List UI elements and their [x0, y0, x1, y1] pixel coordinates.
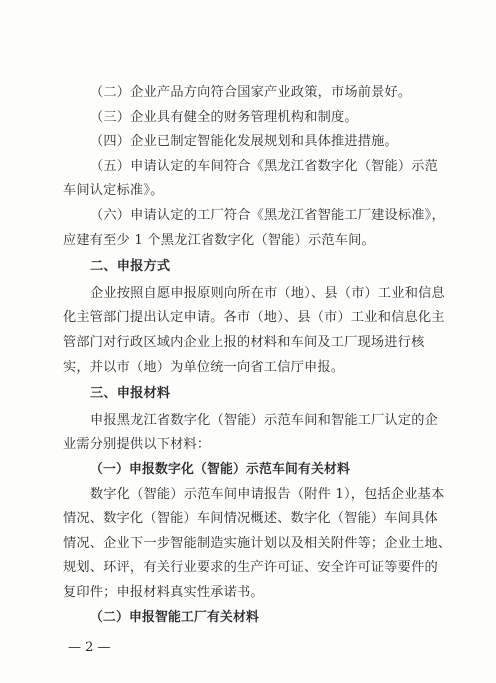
clause-3: （三）企业具有健全的财务管理机构和制度。 — [90, 110, 358, 125]
paragraph-materials-line-2: 业需分别提供以下材料： — [63, 437, 211, 452]
paragraph-materials-line-1: 申报黑龙江省数字化（智能）示范车间和智能工厂认定的企 — [90, 413, 439, 428]
subheading-workshop-materials: （一）申报数字化（智能）示范车间有关材料 — [90, 462, 350, 477]
clause-4: （四）企业已制定智能化发展规划和具体推进措施。 — [90, 134, 398, 149]
section-heading-application-materials: 三、申报材料 — [90, 386, 171, 401]
paragraph-method-line-3: 管部门对行政区域内企业上报的材料和车间及工厂现场进行核 — [63, 335, 425, 350]
clause-6-line-1: （六）申请认定的工厂符合《黑龙江省智能工厂建设标准》， — [90, 208, 445, 223]
clause-6-line-2: 应建有至少 1 个黑龙江省数字化（智能）示范车间。 — [63, 233, 375, 248]
paragraph-workshop-materials-line-4: 规划、环评，有关行业要求的生产许可证、安全许可证等要件的 — [63, 560, 438, 575]
paragraph-workshop-materials-line-2: 情况、数字化（智能）车间情况概述、数字化（智能）车间具体 — [63, 511, 438, 526]
paragraph-workshop-materials-line-1: 数字化（智能）示范车间申请报告（附件 1），包括企业基本 — [90, 487, 445, 502]
paragraph-method-line-1: 企业按照自愿申报原则向所在市（地）、县（市）工业和信息 — [90, 286, 445, 301]
clause-5-line-2: 车间认定标准》。 — [63, 183, 164, 198]
paragraph-workshop-materials-line-3: 情况、企业下一步智能制造实施计划以及相关附件等；企业土地、 — [63, 536, 452, 551]
clause-2: （二）企业产品方向符合国家产业政策，市场前景好。 — [90, 85, 412, 100]
clause-5-line-1: （五）申请认定的车间符合《黑龙江省数字化（智能）示范 — [90, 159, 439, 174]
paragraph-method-line-2: 化主管部门提出认定申请。各市（地）、县（市）工业和信息化主 — [63, 310, 445, 325]
section-heading-application-method: 二、申报方式 — [90, 259, 171, 274]
page-number: — 2 — — [68, 640, 111, 655]
paragraph-workshop-materials-line-5: 复印件；申报材料真实性承诺书。 — [63, 585, 264, 600]
subheading-factory-materials: （二）申报智能工厂有关材料 — [90, 610, 259, 625]
paragraph-method-line-4: 实，并以市（地）为单位统一向省工信厅申报。 — [63, 360, 345, 375]
